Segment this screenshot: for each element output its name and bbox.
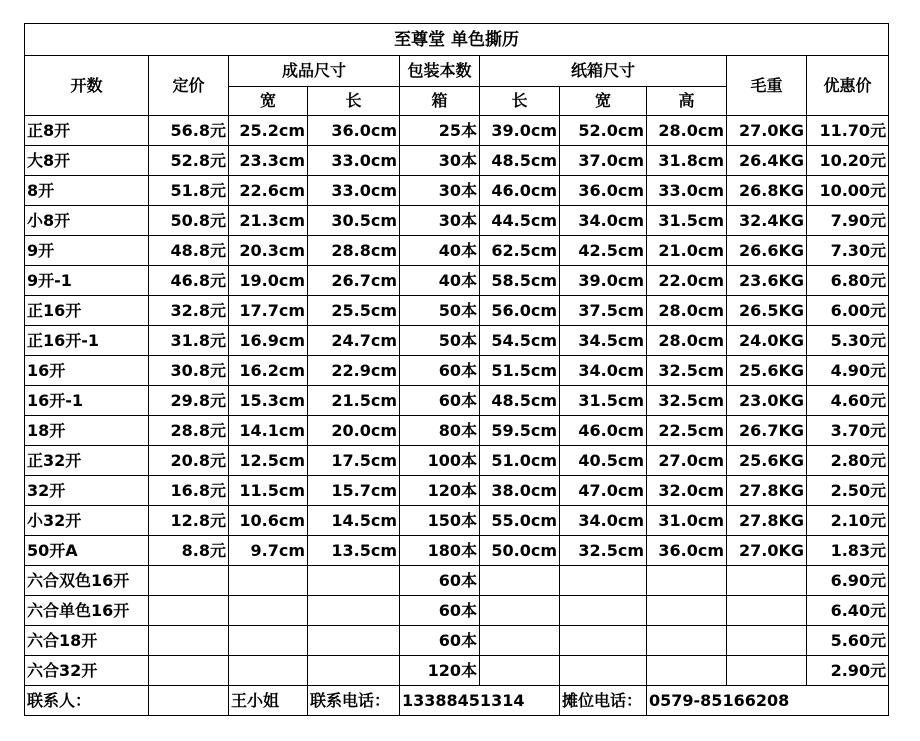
row-name: 正32开 xyxy=(25,446,149,476)
row-pack: 30本 xyxy=(400,176,480,206)
row-price: 28.8元 xyxy=(149,416,229,446)
phone-number: 13388451314 xyxy=(400,686,560,716)
row-box-length: 38.0cm xyxy=(480,476,560,506)
row-price: 48.8元 xyxy=(149,236,229,266)
row-pack: 40本 xyxy=(400,236,480,266)
row-weight xyxy=(727,566,807,596)
row-pack: 60本 xyxy=(400,386,480,416)
row-box-length: 51.0cm xyxy=(480,446,560,476)
row-weight: 26.6KG xyxy=(727,236,807,266)
header-bao-zhuang-ben-shu: 包装本数 xyxy=(400,56,480,87)
row-box-width xyxy=(560,626,647,656)
row-box-width xyxy=(560,566,647,596)
row-box-height: 28.0cm xyxy=(647,296,727,326)
row-box-height: 32.5cm xyxy=(647,386,727,416)
price-table xyxy=(24,23,889,716)
row-length: 13.5cm xyxy=(308,536,400,566)
row-box-width: 34.0cm xyxy=(560,206,647,236)
row-box-length: 46.0cm xyxy=(480,176,560,206)
row-width: 20.3cm xyxy=(229,236,308,266)
header-xiang: 箱 xyxy=(400,87,480,116)
row-price: 50.8元 xyxy=(149,206,229,236)
row-name: 32开 xyxy=(25,476,149,506)
row-box-width: 46.0cm xyxy=(560,416,647,446)
row-box-width: 39.0cm xyxy=(560,266,647,296)
row-discount: 5.60元 xyxy=(807,626,889,656)
row-weight: 27.8KG xyxy=(727,476,807,506)
row-weight xyxy=(727,596,807,626)
row-price: 20.8元 xyxy=(149,446,229,476)
row-length: 25.5cm xyxy=(308,296,400,326)
row-pack: 50本 xyxy=(400,326,480,356)
row-box-height: 22.5cm xyxy=(647,416,727,446)
row-name: 大8开 xyxy=(25,146,149,176)
table-row xyxy=(25,656,889,686)
table-row xyxy=(25,116,889,146)
row-width: 19.0cm xyxy=(229,266,308,296)
table-row xyxy=(25,326,889,356)
row-price: 30.8元 xyxy=(149,356,229,386)
footer-blank-cell xyxy=(149,686,229,716)
row-price: 32.8元 xyxy=(149,296,229,326)
header-box-chang: 长 xyxy=(480,87,560,116)
row-weight: 26.7KG xyxy=(727,416,807,446)
table-row xyxy=(25,266,889,296)
row-box-width xyxy=(560,656,647,686)
row-box-height xyxy=(647,566,727,596)
row-width: 25.2cm xyxy=(229,116,308,146)
header-kuan: 宽 xyxy=(229,87,308,116)
row-price: 31.8元 xyxy=(149,326,229,356)
row-name: 18开 xyxy=(25,416,149,446)
row-width: 15.3cm xyxy=(229,386,308,416)
row-discount: 2.10元 xyxy=(807,506,889,536)
header-ding-jia: 定价 xyxy=(149,56,229,116)
row-box-width xyxy=(560,596,647,626)
row-pack: 60本 xyxy=(400,596,480,626)
row-length: 15.7cm xyxy=(308,476,400,506)
row-box-length: 51.5cm xyxy=(480,356,560,386)
row-weight: 24.0KG xyxy=(727,326,807,356)
row-discount: 1.83元 xyxy=(807,536,889,566)
row-discount: 2.50元 xyxy=(807,476,889,506)
table-row xyxy=(25,356,889,386)
table-row xyxy=(25,536,889,566)
row-price xyxy=(149,596,229,626)
row-box-length: 48.5cm xyxy=(480,146,560,176)
table-row xyxy=(25,506,889,536)
row-discount: 6.40元 xyxy=(807,596,889,626)
header-row-1 xyxy=(25,56,889,87)
row-pack: 120本 xyxy=(400,656,480,686)
row-length xyxy=(308,626,400,656)
row-discount: 7.90元 xyxy=(807,206,889,236)
table-row xyxy=(25,566,889,596)
row-weight: 25.6KG xyxy=(727,446,807,476)
row-pack: 30本 xyxy=(400,146,480,176)
row-name: 正16开 xyxy=(25,296,149,326)
row-pack: 40本 xyxy=(400,266,480,296)
row-box-height: 21.0cm xyxy=(647,236,727,266)
row-name: 正16开-1 xyxy=(25,326,149,356)
row-length: 30.5cm xyxy=(308,206,400,236)
row-width: 16.9cm xyxy=(229,326,308,356)
row-width: 14.1cm xyxy=(229,416,308,446)
row-discount: 11.70元 xyxy=(807,116,889,146)
row-box-height xyxy=(647,626,727,656)
phone-label: 联系电话： xyxy=(308,686,400,716)
header-box-gao: 高 xyxy=(647,87,727,116)
table-row xyxy=(25,476,889,506)
row-box-height: 31.5cm xyxy=(647,206,727,236)
row-box-height: 32.0cm xyxy=(647,476,727,506)
table-row xyxy=(25,386,889,416)
row-discount: 2.90元 xyxy=(807,656,889,686)
row-price: 56.8元 xyxy=(149,116,229,146)
row-width: 22.6cm xyxy=(229,176,308,206)
row-name: 六合单色16开 xyxy=(25,596,149,626)
header-cheng-pin-chi-cun: 成品尺寸 xyxy=(229,56,400,87)
row-pack: 150本 xyxy=(400,506,480,536)
row-box-height: 28.0cm xyxy=(647,326,727,356)
row-length: 33.0cm xyxy=(308,146,400,176)
row-length: 17.5cm xyxy=(308,446,400,476)
row-discount: 7.30元 xyxy=(807,236,889,266)
row-discount: 3.70元 xyxy=(807,416,889,446)
row-name: 50开A xyxy=(25,536,149,566)
row-box-height: 33.0cm xyxy=(647,176,727,206)
row-length xyxy=(308,566,400,596)
row-weight: 25.6KG xyxy=(727,356,807,386)
row-price xyxy=(149,626,229,656)
row-width: 21.3cm xyxy=(229,206,308,236)
row-box-width: 37.5cm xyxy=(560,296,647,326)
row-box-width: 52.0cm xyxy=(560,116,647,146)
row-weight: 27.0KG xyxy=(727,536,807,566)
row-price: 29.8元 xyxy=(149,386,229,416)
row-width xyxy=(229,566,308,596)
header-zhi-xiang-chi-cun: 纸箱尺寸 xyxy=(480,56,727,87)
row-price: 16.8元 xyxy=(149,476,229,506)
row-weight xyxy=(727,626,807,656)
table-row xyxy=(25,146,889,176)
row-price: 12.8元 xyxy=(149,506,229,536)
row-width: 23.3cm xyxy=(229,146,308,176)
row-discount: 10.20元 xyxy=(807,146,889,176)
row-box-length xyxy=(480,596,560,626)
row-box-height: 36.0cm xyxy=(647,536,727,566)
row-box-width: 34.0cm xyxy=(560,356,647,386)
table-row xyxy=(25,206,889,236)
row-name: 16开-1 xyxy=(25,386,149,416)
row-box-length: 62.5cm xyxy=(480,236,560,266)
row-length: 20.0cm xyxy=(308,416,400,446)
table-row xyxy=(25,176,889,206)
row-pack: 60本 xyxy=(400,626,480,656)
row-box-length: 50.0cm xyxy=(480,536,560,566)
row-weight: 32.4KG xyxy=(727,206,807,236)
row-price xyxy=(149,656,229,686)
row-length: 26.7cm xyxy=(308,266,400,296)
table-title: 至尊堂 单色撕历 xyxy=(25,24,889,56)
row-width: 17.7cm xyxy=(229,296,308,326)
row-box-length: 59.5cm xyxy=(480,416,560,446)
row-length: 21.5cm xyxy=(308,386,400,416)
row-length: 33.0cm xyxy=(308,176,400,206)
row-box-length: 56.0cm xyxy=(480,296,560,326)
row-box-length: 58.5cm xyxy=(480,266,560,296)
row-pack: 80本 xyxy=(400,416,480,446)
row-box-length: 39.0cm xyxy=(480,116,560,146)
row-pack: 120本 xyxy=(400,476,480,506)
row-discount: 10.00元 xyxy=(807,176,889,206)
row-weight: 26.4KG xyxy=(727,146,807,176)
row-discount: 6.90元 xyxy=(807,566,889,596)
row-pack: 100本 xyxy=(400,446,480,476)
row-width xyxy=(229,596,308,626)
row-weight: 27.8KG xyxy=(727,506,807,536)
row-name: 小32开 xyxy=(25,506,149,536)
row-box-width: 36.0cm xyxy=(560,176,647,206)
row-box-height: 22.0cm xyxy=(647,266,727,296)
row-name: 8开 xyxy=(25,176,149,206)
table-row xyxy=(25,416,889,446)
row-length xyxy=(308,656,400,686)
row-width: 12.5cm xyxy=(229,446,308,476)
row-pack: 60本 xyxy=(400,356,480,386)
table-row xyxy=(25,236,889,266)
row-box-width: 32.5cm xyxy=(560,536,647,566)
row-name: 六合32开 xyxy=(25,656,149,686)
row-name: 六合双色16开 xyxy=(25,566,149,596)
row-price: 46.8元 xyxy=(149,266,229,296)
contact-name: 王小姐 xyxy=(229,686,308,716)
row-price: 51.8元 xyxy=(149,176,229,206)
row-box-width: 31.5cm xyxy=(560,386,647,416)
row-price xyxy=(149,566,229,596)
header-chang: 长 xyxy=(308,87,400,116)
row-box-width: 42.5cm xyxy=(560,236,647,266)
row-box-length xyxy=(480,566,560,596)
table-row xyxy=(25,596,889,626)
row-length: 24.7cm xyxy=(308,326,400,356)
row-box-width: 34.0cm xyxy=(560,506,647,536)
row-weight: 23.0KG xyxy=(727,386,807,416)
row-box-height xyxy=(647,656,727,686)
table-row xyxy=(25,296,889,326)
row-weight: 23.6KG xyxy=(727,266,807,296)
row-pack: 50本 xyxy=(400,296,480,326)
row-length: 14.5cm xyxy=(308,506,400,536)
row-box-height: 31.8cm xyxy=(647,146,727,176)
row-box-width: 47.0cm xyxy=(560,476,647,506)
row-box-height: 27.0cm xyxy=(647,446,727,476)
header-box-kuan: 宽 xyxy=(560,87,647,116)
table-row xyxy=(25,626,889,656)
row-width: 10.6cm xyxy=(229,506,308,536)
row-width: 11.5cm xyxy=(229,476,308,506)
row-discount: 4.90元 xyxy=(807,356,889,386)
row-box-height: 31.0cm xyxy=(647,506,727,536)
row-box-height xyxy=(647,596,727,626)
row-width: 16.2cm xyxy=(229,356,308,386)
row-price: 52.8元 xyxy=(149,146,229,176)
header-you-hui-jia: 优惠价 xyxy=(807,56,889,116)
row-weight xyxy=(727,656,807,686)
header-kai-shu: 开数 xyxy=(25,56,149,116)
row-width: 9.7cm xyxy=(229,536,308,566)
footer-row xyxy=(25,686,889,716)
title-row xyxy=(25,24,889,56)
contact-label: 联系人： xyxy=(25,686,149,716)
stall-phone: 0579-85166208 xyxy=(647,686,889,716)
row-name: 9开-1 xyxy=(25,266,149,296)
row-discount: 4.60元 xyxy=(807,386,889,416)
row-length xyxy=(308,596,400,626)
row-box-length xyxy=(480,626,560,656)
row-pack: 180本 xyxy=(400,536,480,566)
row-name: 小8开 xyxy=(25,206,149,236)
row-name: 9开 xyxy=(25,236,149,266)
row-box-width: 34.5cm xyxy=(560,326,647,356)
table-row xyxy=(25,446,889,476)
row-length: 22.9cm xyxy=(308,356,400,386)
row-box-height: 28.0cm xyxy=(647,116,727,146)
row-name: 16开 xyxy=(25,356,149,386)
row-length: 28.8cm xyxy=(308,236,400,266)
row-weight: 26.8KG xyxy=(727,176,807,206)
row-box-width: 40.5cm xyxy=(560,446,647,476)
row-box-length: 48.5cm xyxy=(480,386,560,416)
stall-label: 摊位电话： xyxy=(560,686,647,716)
row-discount: 2.80元 xyxy=(807,446,889,476)
row-discount: 6.80元 xyxy=(807,266,889,296)
row-box-width: 37.0cm xyxy=(560,146,647,176)
row-pack: 30本 xyxy=(400,206,480,236)
header-mao-zhong: 毛重 xyxy=(727,56,807,116)
row-discount: 6.00元 xyxy=(807,296,889,326)
row-discount: 5.30元 xyxy=(807,326,889,356)
row-width xyxy=(229,656,308,686)
row-name: 正8开 xyxy=(25,116,149,146)
row-weight: 26.5KG xyxy=(727,296,807,326)
row-name: 六合18开 xyxy=(25,626,149,656)
row-box-length xyxy=(480,656,560,686)
row-box-length: 44.5cm xyxy=(480,206,560,236)
row-price: 8.8元 xyxy=(149,536,229,566)
row-weight: 27.0KG xyxy=(727,116,807,146)
row-box-length: 55.0cm xyxy=(480,506,560,536)
row-pack: 60本 xyxy=(400,566,480,596)
row-box-length: 54.5cm xyxy=(480,326,560,356)
row-length: 36.0cm xyxy=(308,116,400,146)
row-width xyxy=(229,626,308,656)
row-box-height: 32.5cm xyxy=(647,356,727,386)
row-pack: 25本 xyxy=(400,116,480,146)
